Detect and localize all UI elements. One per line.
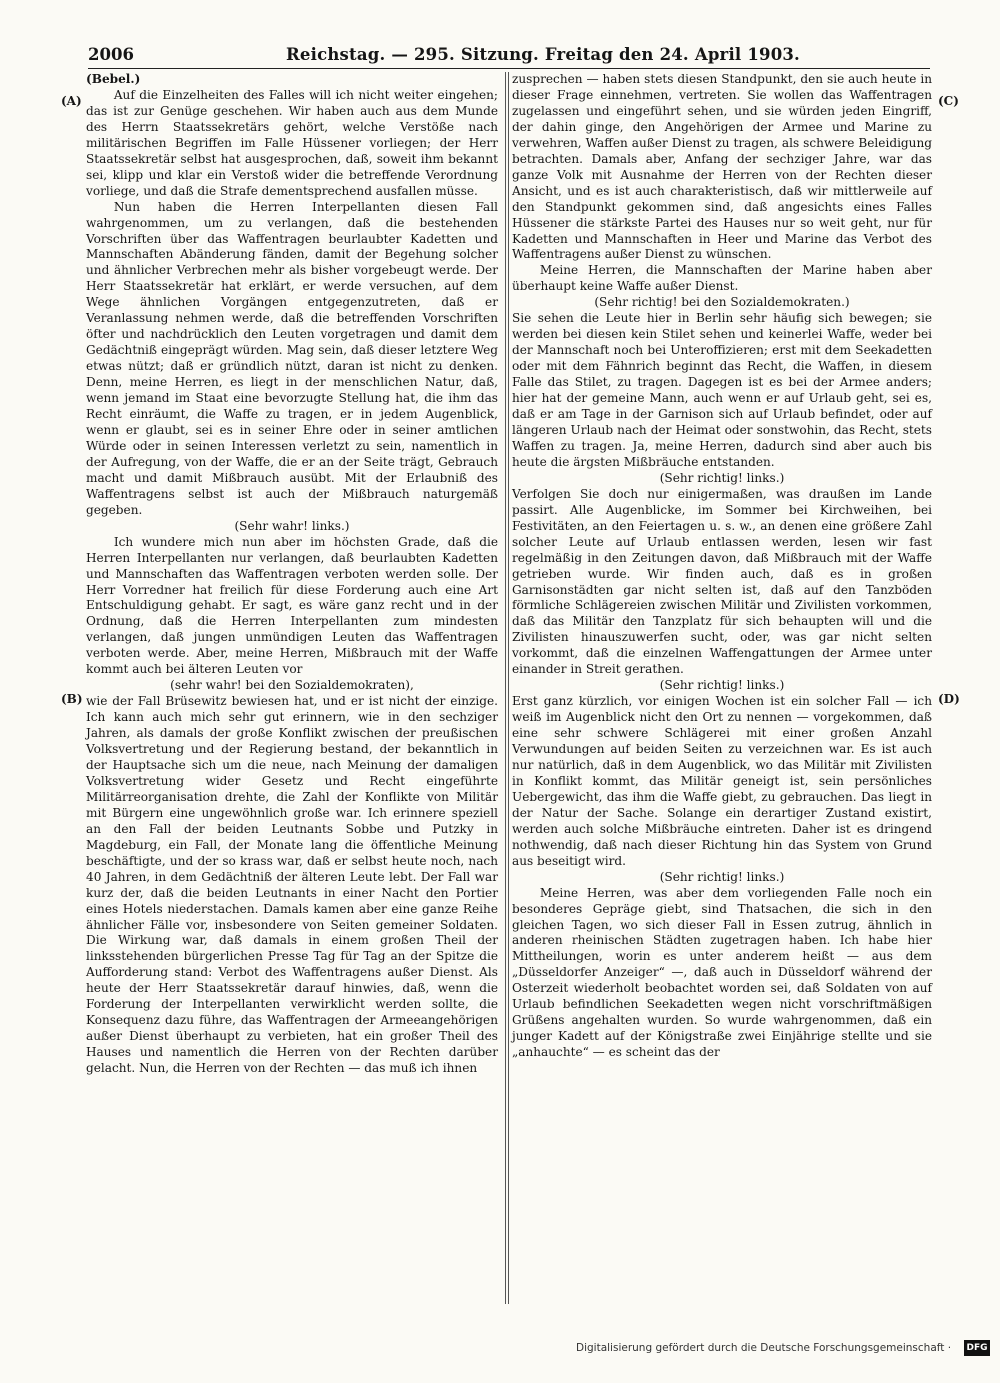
column-divider (505, 72, 506, 1304)
paragraph: Meine Herren, was aber dem vorliegenden Falle noch ein besonderes Gepräge giebt, sind Thatsachen, die sich in den gleichen Tagen, wo sich dieser Fall in Essen zutrug, ähnlich in anderen rheinischen Städten zugetragen haben. Ich habe hier Mittheilungen, worin es unter anderem heißt — aus dem „Düsseldorfer Anzeiger“ —, daß auch in Düsseldorf während der Osterzeit wiederholt beobachtet worden sei, daß Soldaten von auf Urlaub befindlichen Seekadetten wegen nicht vorschriftmäßigen Grüßens angehalten wurden. So wurde wahrgenommen, daß ein junger Kadett auf der Königstraße zwei Einjährige stellte und sie „anhauchte“ — es scheint das der (512, 885, 932, 1060)
paragraph: wie der Fall Brüsewitz bewiesen hat, und er ist nicht der einzige. Ich kann auch mich sehr gut erinnern, wie in den sechziger Jahren, als damals der große Konflikt zwischen der preußischen Volksvertretung und der Regierung bestand, der bekanntlich in der Hauptsache sich um die neue, nach Meinung der damaligen Volksvertretung wider Gesetz und Recht eingeführte Militärreorganisation drehte, die Zahl der Konflikte von Militär mit Bürgern eine ungewöhnlich große war. Ich erinnere speziell an den Fall der beiden Leutnants Sobbe und Putzky in Magdeburg, ein Fall, der Monate lang die öffentliche Meinung beschäftigte, und der so krass war, daß er selbst heute noch, nach 40 Jahren, in dem Gedächtniß der älteren Leute lebt. Der Fall war kurz der, daß die beiden Leutnants in einer Nacht den Portier eines Hotels niederstachen. Damals kamen aber eine ganze Reihe ähnlicher Fälle vor, insbesondere von Seiten gemeiner Soldaten. Die Wirkung war, daß damals in einem großen Theil der linksstehenden bürgerlichen Presse Tag für Tag an der Spitze die Aufforderung stand: Verbot des Waffentragens außer Dienst. Als heute der Herr Staatssekretär darauf hinwies, daß, wenn die Forderung der Interpellanten verwirklicht werden sollte, die Konsequenz dazu führe, das Waffentragen der Armeeangehörigen außer Dienst überhaupt zu verbieten, hat ein großer Theil des Hauses und namentlich die Herren von der Rechten darüber gelacht. Nun, die Herren von der Rechten — das muß ich ihnen (86, 694, 498, 1076)
margin-mark-c: (C) (938, 94, 959, 108)
interjection: (Sehr wahr! links.) (234, 518, 350, 533)
column-divider (508, 72, 509, 1304)
paragraph: Meine Herren, die Mannschaften der Marine haben aber überhaupt keine Waffe außer Dienst. (512, 263, 932, 294)
right-column (512, 72, 932, 1061)
paragraph: Ich wundere mich nun aber im höchsten Grade, daß die Herren Interpellanten nur verlangen, daß beurlaubten Kadetten und Mannschaften das Waffentragen verboten werden solle. Der Herr Vorredner hat freilich für diese Forderung auch eine Art Entschuldigung gehabt. Er sagt, es wäre ganz recht und in der Ordnung, daß die Herren Interpellanten zum mindesten verlangen, daß jungen unmündigen Leuten das Waffentragen verboten werde. Aber, meine Herren, Mißbrauch mit der Waffe kommt auch bei älteren Leuten vor (86, 534, 498, 677)
paragraph: Nun haben die Herren Interpellanten diesen Fall wahrgenommen, um zu verlangen, daß die bestehenden Vorschriften über das Waffentragen beurlaubter Kadetten und Mannschaften Abänderung fänden, damit der Begehung solcher und ähnlicher Verbrechen mehr als bisher vorgebeugt werde. Der Herr Staatssekretär hat erklärt, er werde versuchen, auf dem Wege ähnlichen Vorgängen entgegenzutreten, daß er Veranlassung nehmen werde, daß die betreffenden Vorschriften öfter und nachdrücklich den Leuten vorgetragen und damit dem Gedächtniß eingeprägt würden. Mag sein, daß dieser letztere Weg etwas nützt; daß er gründlich nützt, daran ist nicht zu denken. Denn, meine Herren, es liegt in der menschlichen Natur, daß, wenn jemand im Staat eine bevorzugte Stellung hat, die ihm das Recht einräumt, die Waffe zu tragen, er in jedem Augenblick, wenn er glaubt, sei es in seiner Ehre oder in seiner amtlichen Würde oder in seinen Interessen verletzt zu sein, namentlich in der Aufregung, von der Waffe, die er an der Seite trägt, Gebrauch macht und damit Mißbrauch ausübt. Mit der Erlaubniß des Waffentragens selbst ist auch der Mißbrauch naturgemäß gegeben. (86, 199, 498, 517)
left-column (86, 72, 498, 1077)
footer-credit: Digitalisierung gefördert durch die Deutsche Forschungsgemeinschaft · (576, 1342, 952, 1354)
page-header (88, 44, 930, 66)
margin-mark-b: (B) (61, 692, 83, 706)
interjection: (Sehr richtig! links.) (659, 678, 785, 693)
interjection: (Sehr richtig! links.) (659, 470, 785, 485)
paragraph: Sie sehen die Leute hier in Berlin sehr häufig sich bewegen; sie werden bei diesen kein Stilet sehen und keinerlei Waffe, weder bei der Mannschaft noch bei Unteroffizieren; erst mit dem Seekadetten oder mit dem Fähnrich beginnt das Recht, die Waffen, in diesem Falle das Stilet, zu tragen. Dagegen ist es bei der Armee anders; hier hat der gemeine Mann, auch wenn er auf Urlaub geht, sei es, daß er am Tage in der Garnison sich auf Urlaub befindet, oder auf längeren Urlaub nach der Heimat oder sonstwohin, das Recht, stets Waffen zu tragen. Ja, meine Herren, dadurch sind aber auch bis heute die ärgsten Mißbräuche entstanden. (512, 311, 932, 469)
header-rule (88, 68, 930, 69)
margin-mark-d: (D) (938, 692, 960, 706)
paragraph: zusprechen — haben stets diesen Standpunkt, den sie auch heute in dieser Frage einnehmen, vertreten. Sie wollen das Waffentragen zugelassen und eingeführt sehen, und sie würden jeden Eingriff, der dahin ginge, den Angehörigen der Armee und Marine zu verwehren, Waffen außer Dienst zu tragen, als schwere Beleidigung betrachten. Damals aber, Anfang der sechziger Jahre, war das ganze Volk mit Ausnahme der Herren von der Rechten dieser Ansicht, und es ist auch charakteristisch, daß wir mittlerweile auf den Standpunkt gekommen sind, daß angesichts eines Falles Hüssener die stärkste Partei des Hauses nur so weit geht, nur für Kadetten und Mannschaften in Heer und Marine das Verbot des Waffentragens außer Dienst zu wünschen. (512, 72, 932, 262)
speaker-name: (Bebel.) (86, 72, 141, 86)
page-number: 2006 (88, 45, 134, 64)
interjection: (Sehr richtig! links.) (659, 869, 785, 884)
interjection: (sehr wahr! bei den Sozialdemokraten), (170, 678, 414, 693)
dfg-logo: DFG (964, 1340, 990, 1356)
margin-mark-a: (A) (61, 94, 82, 108)
running-head: Reichstag. — 295. Sitzung. Freitag den 24. April 1903. (286, 45, 801, 64)
paragraph: Verfolgen Sie doch nur einigermaßen, was draußen im Lande passirt. Alle Augenblicke, im Sommer bei Kirchweihen, bei Festivitäten, an den Feiertagen u. s. w., an denen eine größere Zahl solcher Leute auf Urlaub entlassen werden, lesen wir fast regelmäßig in den Zeitungen davon, daß Mißbrauch mit der Waffe getrieben wurde. Wir finden auch, daß es in großen Garnisonstädten gar nicht selten ist, daß auf den Tanzböden förmliche Schlägereien zwischen Militär und Zivilisten vorkommen, daß das Militär den Tanzplatz für sich behaupten will und die Zivilisten hinauszuwerfen sucht, oder, was gar nicht selten vorkommt, daß die einzelnen Waffengattungen der Armee unter einander in Streit gerathen. (512, 486, 932, 677)
interjection: (Sehr richtig! bei den Sozialdemokraten.) (594, 295, 850, 310)
paragraph: Erst ganz kürzlich, vor einigen Wochen ist ein solcher Fall — ich weiß im Augenblick nicht den Ort zu nennen — vorgekommen, daß eine sehr schwere Schlägerei mit einer großen Anzahl Verwundungen auf beiden Seiten zu verzeichnen war. Es ist auch nur natürlich, daß in dem Augenblick, wo das Militär mit Zivilisten in Konflikt kommt, das Militär geneigt ist, sein persönliches Uebergewicht, das ihm die Waffe giebt, zu gebrauchen. Das liegt in der Natur der Sache. Solange ein derartiger Zustand existirt, werden auch solche Mißbräuche eintreten. Daher ist es dringend nothwendig, daß nach dieser Richtung hin das System von Grund aus beseitigt wird. (512, 694, 932, 868)
paragraph: Auf die Einzelheiten des Falles will ich nicht weiter eingehen; das ist zur Genüge geschehen. Wir haben auch aus dem Munde des Herrn Staatssekretärs gehört, welche Verstöße nach militärischen Begriffen im Falle Hüssener vorliegen; der Herr Staatssekretär selbst hat ausgesprochen, daß, soweit ihm bekannt sei, klipp und klar ein Verstoß wider die betreffende Verordnung vorliege, und daß die Strafe dementsprechend ausfallen müsse. (86, 87, 498, 198)
